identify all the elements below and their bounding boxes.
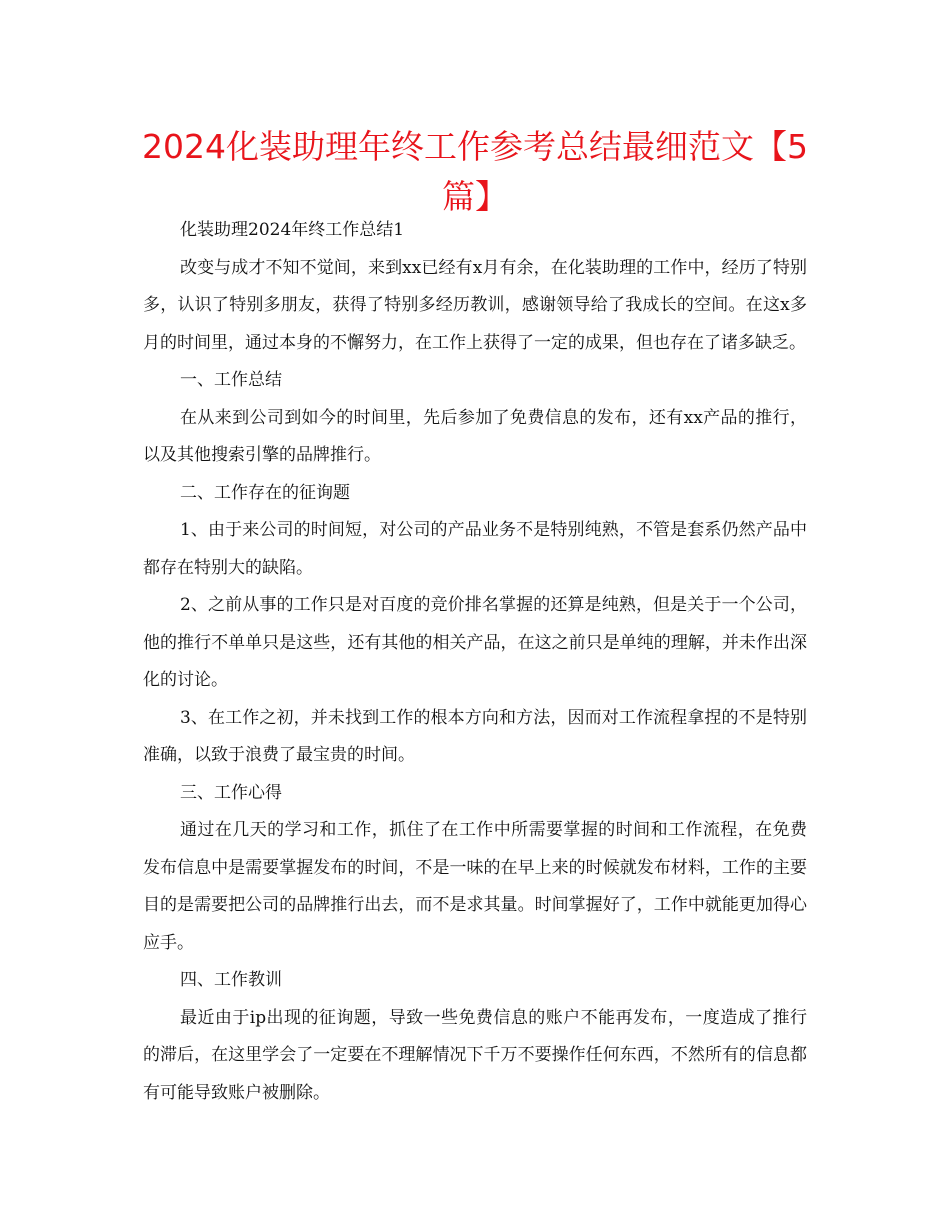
paragraph: 最近由于ip出现的征询题，导致一些免费信息的账户不能再发布，一度造成了推行的滞后，在这里学会了一定要在不理解情况下千万不要操作任何东西，不然所有的信息都有可能导致账户被删除。 (143, 1007, 807, 1103)
document-body (143, 212, 807, 1112)
paragraph: 2、之前从事的工作只是对百度的竞价排名掌握的还算是纯熟，但是关于一个公司，他的推行不单单只是这些，还有其他的相关产品，在这之前只是单纯的理解，并未作出深化的讨论。 (143, 595, 807, 690)
section-heading: 三、工作心得 (180, 782, 282, 803)
paragraph: 3、在工作之初，并未找到工作的根本方向和方法，因而对工作流程拿捏的不是特别准确，以致于浪费了最宝贵的时间。 (143, 707, 807, 765)
section-heading: 一、工作总结 (180, 370, 282, 390)
paragraph: 1、由于来公司的时间短，对公司的产品业务不是特别纯熟，不管是套系仍然产品中都存在特别大的缺陷。 (143, 520, 807, 578)
section-heading: 二、工作存在的征询题 (180, 482, 350, 503)
paragraph: 在从来到公司到如今的时间里，先后参加了免费信息的发布，还有xx产品的推行，以及其他搜索引擎的品牌推行。 (143, 407, 807, 465)
section-heading: 四、工作教训 (180, 970, 282, 990)
paragraph: 改变与成才不知不觉间，来到xx已经有x月有余，在化装助理的工作中，经历了特别多，认识了特别多朋友，获得了特别多经历教训，感谢领导给了我成长的空间。在这x多月的时间里，通过本身的不懈努力，在工作上获得了一定的成果，但也存在了诸多缺乏。 (143, 257, 807, 353)
document-title: 2024化装助理年终工作参考总结最细范文【5篇】 (142, 127, 808, 216)
section-heading: 化装助理2024年终工作总结1 (180, 220, 405, 240)
paragraph: 通过在几天的学习和工作，抓住了在工作中所需要掌握的时间和工作流程，在免费发布信息中是需要掌握发布的时间，不是一味的在早上来的时候就发布材料，工作的主要目的是需要把公司的品牌推行出去，而不是求其量。时间掌握好了，工作中就能更加得心应手。 (143, 820, 807, 953)
